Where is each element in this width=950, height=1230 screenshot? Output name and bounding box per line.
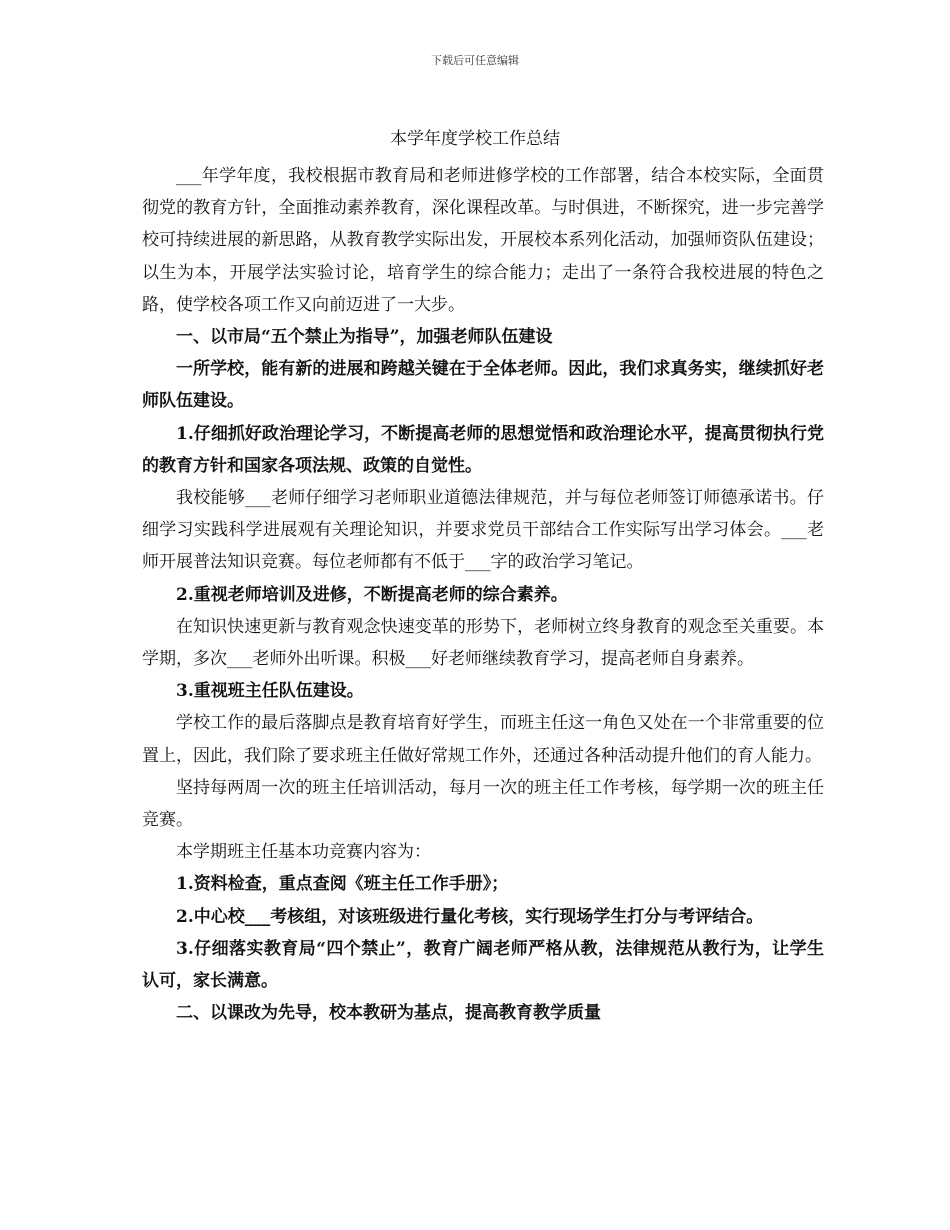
body-paragraph: 本学期班主任基本功竞赛内容为： [176, 842, 431, 863]
list-item: 1.资料检查，重点查阅《班主任工作手册》； [176, 874, 509, 895]
document-title: 本学年度学校工作总结 [390, 129, 560, 149]
section-heading-2: 二、以课改为先导，校本教研为基点，提高教育教学质量 [176, 1003, 601, 1024]
body-paragraph: 学校工作的最后落脚点是教育培育好学生，而班主任这一角色又处在一个非常重要的位置上，因此，我们除了要求班主任做好常规工作外，还通过各种活动提升他们的育人能力。 [142, 713, 824, 766]
subheading-1: 1.仔细抓好政治理论学习，不断提高老师的思想觉悟和政治理论水平，提高贯彻执行党的教育方针和国家各项法规、政策的自觉性。 [142, 423, 824, 476]
subheading-3: 3.重视班主任队伍建设。 [176, 681, 364, 702]
body-paragraph: 坚持每两周一次的班主任培训活动，每月一次的班主任工作考核，每学期一次的班主任竞赛。 [142, 777, 824, 831]
body-paragraph: 在知识快速更新与教育观念快速变革的形势下，老师树立终身教育的观念至关重要。本学期，多次___老师外出听课。积极___好老师继续教育学习，提高老师自身素养。 [142, 616, 824, 670]
subheading-2: 2.重视老师培训及进修，不断提高老师的综合素养。 [176, 584, 568, 605]
list-item: 2.中心校___考核组，对该班级进行量化考核，实行现场学生打分与考评结合。 [176, 906, 764, 927]
section-lead-paragraph: 一所学校，能有新的进展和跨越关键在于全体老师。因此，我们求真务实，继续抓好老师队伍建设。 [142, 359, 824, 412]
header-note: 下载后可任意编辑 [431, 54, 519, 67]
intro-paragraph: ___年学年度，我校根据市教育局和老师进修学校的工作部署，结合本校实际，全面贯彻党的教育方针，全面推动素养教育，深化课程改革。与时俱进，不断探究，进一步完善学校可持续进展的新思路，从教育教学实际出发，开展校本系列化活动，加强师资队伍建设；以生为本，开展学法实验讨论，培育学生的综合能力；走出了一条符合我校进展的特色之路，使学校各项工作又向前迈进了一大步。 [142, 166, 824, 315]
list-item: 3.仔细落实教育局“四个禁止”，教育广阔老师严格从教，法律规范从教行为，让学生认可，家长满意。 [142, 938, 824, 992]
document-body [142, 160, 824, 1029]
section-heading-1: 一、以市局“五个禁止为指导”，加强老师队伍建设 [176, 327, 553, 348]
body-paragraph: 我校能够___老师仔细学习老师职业道德法律规范，并与每位老师签订师德承诺书。仔细学习实践科学进展观有关理论知识，并要求党员干部结合工作实际写出学习体会。___老师开展普法知识竞赛。每位老师都有不低于___字的政治学习笔记。 [142, 488, 824, 573]
